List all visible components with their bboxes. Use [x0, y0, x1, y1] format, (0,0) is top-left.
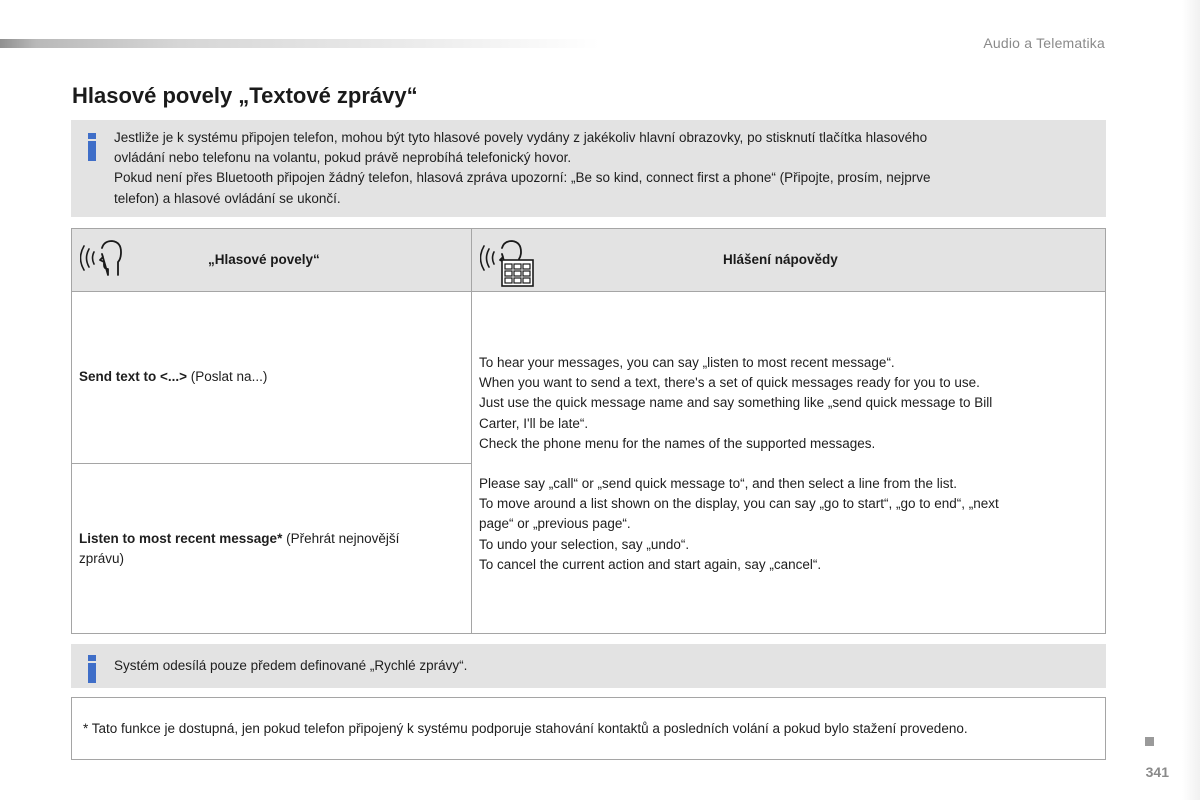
help-line: Just use the quick message name and say something like „send quick message to Bill	[479, 395, 993, 411]
section-title: Audio a Telematika	[983, 35, 1105, 51]
info-icon	[88, 655, 96, 683]
help-line: To cancel the current action and start again, say „cancel“.	[479, 556, 822, 572]
help-line: To hear your messages, you can say „listen to most recent message“.	[479, 355, 895, 370]
help-line: When you want to send a text, there's a set of quick messages ready for you to use.	[479, 375, 980, 391]
help-message-block	[479, 474, 1085, 575]
voice-command-icon	[80, 239, 128, 288]
help-messages-cell	[472, 292, 1105, 633]
help-line: Please say „call“ or „send quick message to“, and then select a line from the list.	[479, 476, 957, 491]
help-line: Carter, I'll be late“.	[479, 415, 589, 431]
help-line: page“ or „previous page“.	[479, 516, 631, 532]
column-header-label: Hlášení nápovědy	[723, 252, 838, 267]
command-cell	[72, 464, 472, 633]
help-line: Check the phone menu for the names of the supported messages.	[479, 435, 876, 451]
page-number: 341	[1145, 764, 1169, 780]
page-title: Hlasové povely „Textové zprávy“	[72, 83, 418, 108]
table-header-commands	[72, 229, 472, 292]
info-line: telefon) a hlasové ovládání se ukončí.	[114, 190, 341, 206]
help-line: To move around a list shown on the display, you can say „go to start“, „go to end“, „next	[479, 496, 999, 512]
table-header-help	[472, 229, 1105, 292]
command-translation: zprávu)	[79, 551, 125, 567]
page-edge-shadow	[1182, 0, 1200, 800]
command-name: Send text to <...>	[79, 369, 188, 384]
info-box	[71, 644, 1106, 688]
help-line: To undo your selection, say „undo“.	[479, 536, 690, 552]
page-corner-marker	[1145, 737, 1154, 746]
command-text	[79, 529, 459, 569]
info-line: Pokud není přes Bluetooth připojen žádný telefon, hlasová zpráva upozorní: „Be so kind, connect first a phone“ (Připojte, prosím, nejprve	[114, 170, 931, 186]
info-line: ovládání nebo telefonu na volantu, pokud právě neprobíhá telefonický hovor.	[114, 150, 572, 166]
footnote-text: * Tato funkce je dostupná, jen pokud telefon připojený k systému podporuje stahování kontaktů a posledních volání a pokud bylo stažení provedeno.	[83, 721, 968, 736]
footnote-box	[71, 697, 1106, 760]
command-name: Listen to most recent message*	[79, 531, 283, 546]
command-cell	[72, 292, 472, 464]
column-header-label: „Hlasové povely“	[208, 252, 320, 267]
voice-help-icon	[480, 239, 540, 294]
command-translation: (Přehrát nejnovější	[282, 531, 400, 546]
command-text	[79, 367, 459, 387]
info-line: Jestliže je k systému připojen telefon, mohou být tyto hlasové povely vydány z jakékoliv hlavní obrazovky, po stisknutí tlačítka hlasového	[114, 130, 928, 145]
info-box	[71, 120, 1106, 217]
info-text	[114, 128, 1076, 209]
help-message-block	[479, 353, 1085, 454]
header-gradient-bar	[0, 39, 600, 48]
voice-commands-table	[71, 228, 1106, 634]
info-text: Systém odesílá pouze předem definované „Rychlé zprávy“.	[114, 658, 468, 673]
info-icon	[88, 133, 96, 161]
command-translation: (Poslat na...)	[187, 369, 268, 384]
